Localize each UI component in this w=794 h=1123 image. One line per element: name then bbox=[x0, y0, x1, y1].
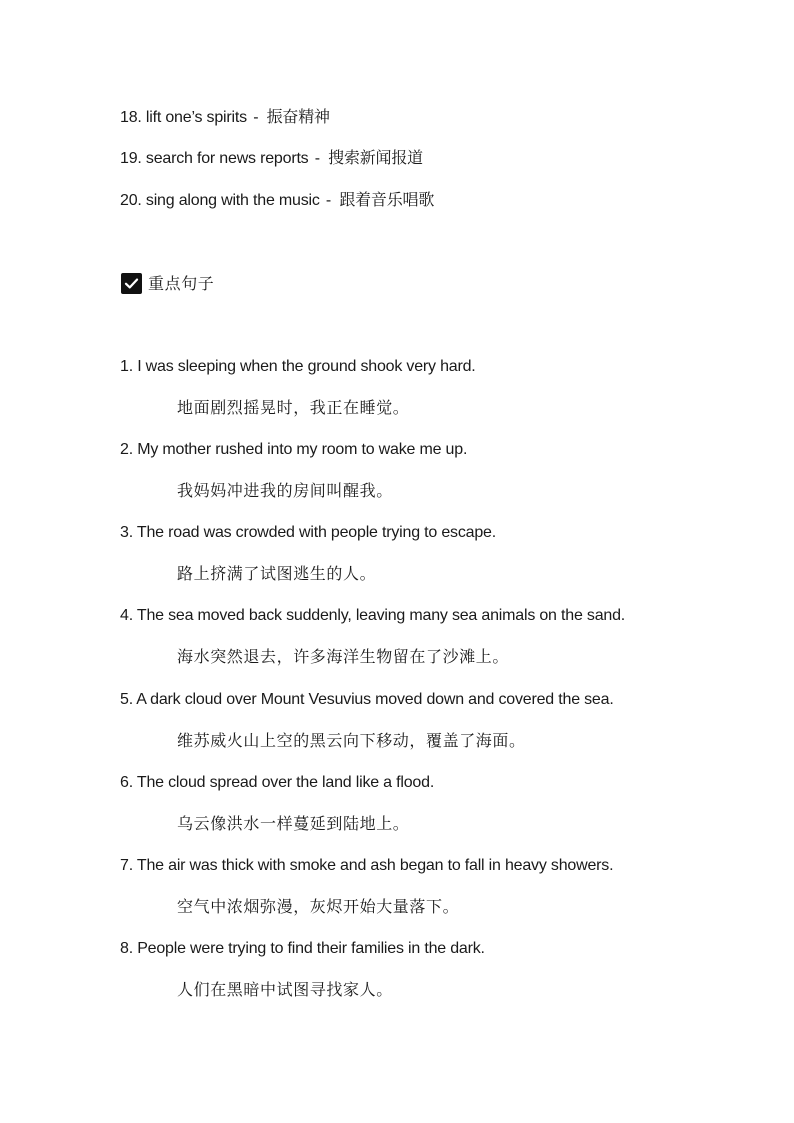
section-title: 重点句子 bbox=[148, 273, 215, 293]
sentence-english: 6. The cloud spread over the land like a flood. bbox=[120, 774, 435, 791]
phrase-item bbox=[120, 108, 330, 128]
sentence-english: 3. The road was crowded with people trying to escape. bbox=[120, 524, 496, 541]
sentence-translation: 海水突然退去，许多海洋生物留在了沙滩上。 bbox=[177, 647, 510, 666]
phrase-english: lift one’s spirits bbox=[145, 109, 247, 126]
phrase-separator: - bbox=[314, 150, 320, 167]
sentence-translation: 空气中浓烟弥漫，灰烬开始大量落下。 bbox=[177, 897, 460, 916]
phrase-number: 20. bbox=[120, 192, 142, 209]
sentence-translation: 路上挤满了试图逃生的人。 bbox=[177, 564, 377, 583]
sentence-translation: 人们在黑暗中试图寻找家人。 bbox=[177, 980, 393, 999]
phrase-item bbox=[120, 191, 434, 211]
sentence-translation: 乌云像洪水一样蔓延到陆地上。 bbox=[177, 814, 410, 833]
sentence-english: 4. The sea moved back suddenly, leaving many sea animals on the sand. bbox=[120, 607, 626, 624]
phrase-chinese: 振奋精神 bbox=[266, 109, 330, 126]
phrase-separator: - bbox=[253, 109, 259, 126]
sentence-translation: 地面剧烈摇晃时，我正在睡觉。 bbox=[177, 398, 410, 417]
phrase-chinese: 跟着音乐唱歌 bbox=[339, 192, 435, 209]
phrase-english: sing along with the music bbox=[145, 192, 320, 209]
sentence-english: 8. People were trying to find their families in the dark. bbox=[120, 940, 485, 957]
phrase-separator: - bbox=[325, 192, 332, 209]
sentence-english: 2. My mother rushed into my room to wake me up. bbox=[120, 441, 468, 458]
section-heading bbox=[121, 273, 214, 294]
phrase-item bbox=[120, 149, 423, 169]
sentence-english: 7. The air was thick with smoke and ash began to fall in heavy showers. bbox=[120, 857, 614, 874]
phrase-number: 19. bbox=[120, 150, 142, 167]
sentence-translation: 维苏威火山上空的黑云向下移动，覆盖了海面。 bbox=[177, 731, 526, 750]
sentence-english: 5. A dark cloud over Mount Vesuvius moved down and covered the sea. bbox=[120, 691, 614, 708]
sentence-translation: 我妈妈冲进我的房间叫醒我。 bbox=[177, 481, 393, 500]
sentence-english: 1. I was sleeping when the ground shook very hard. bbox=[120, 358, 476, 375]
phrase-chinese: 搜索新闻报道 bbox=[328, 150, 423, 167]
checkbox-checked-icon bbox=[121, 273, 142, 294]
phrase-number: 18. bbox=[120, 109, 142, 126]
phrase-english: search for news reports bbox=[145, 150, 309, 167]
